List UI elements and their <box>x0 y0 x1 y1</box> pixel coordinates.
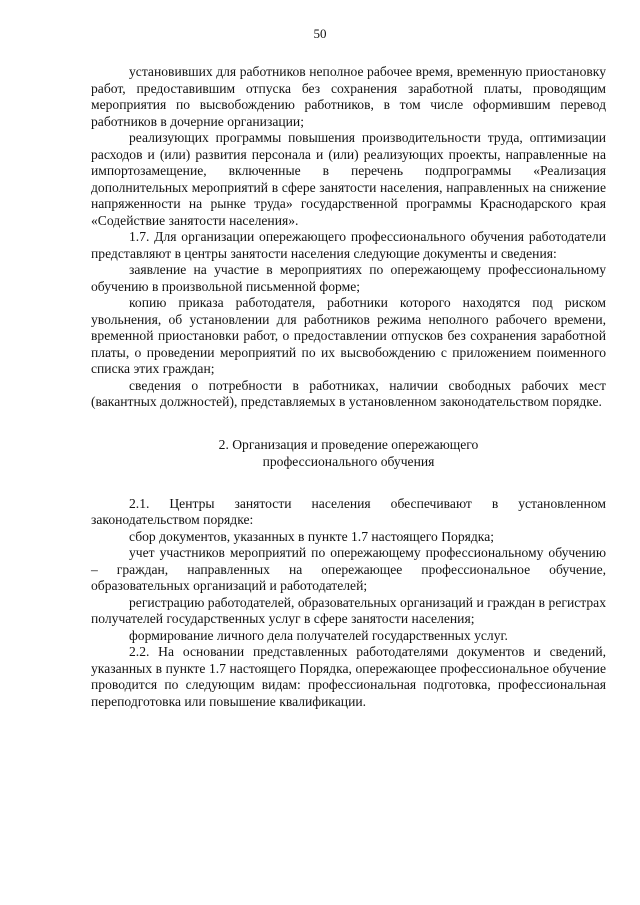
paragraph: установивших для работников неполное рабочее время, временную приостановку работ, предоставившим отпуска без сохранения заработной платы, проводящим мероприятия по высвобождению работников, в том числе оформившим перевод работников в дочерние организации; <box>91 64 606 129</box>
page-number: 50 <box>313 26 327 41</box>
paragraph: учет участников мероприятий по опережающему профессиональному обучению – граждан, направленных на опережающее профессиональное обучение, образовательных организаций и работодателей; <box>91 545 606 593</box>
section-heading-line-2: профессионального обучения <box>262 453 435 469</box>
paragraph: сведения о потребности в работниках, наличии свободных рабочих мест (вакантных должностей), представляемых в установленном законодательством порядке. <box>91 377 606 409</box>
section-heading-line-1: 2. Организация и проведение опережающего <box>218 436 479 452</box>
paragraph: реализующих программы повышения производительности труда, оптимизации расходов и (или) развития персонала и (или) реализующих проекты, направленные на импортозамещение, включенные в перечень подпрограммы «Реализация дополнительных мероприятий в сфере занятости населения, направленных на снижение напряженности на рынке труда» государственной программы Краснодарского края «Содействие занятости населения». <box>91 130 606 228</box>
paragraph: заявление на участие в мероприятиях по опережающему профессиональному обучению в произвольной письменной форме; <box>91 262 606 294</box>
paragraph: 2.2. На основании представленных работодателями документов и сведений, указанных в пункте 1.7 настоящего Порядка, опережающее профессиональное обучение проводится по следующим видам: профессиональная подготовка, профессиональная переподготовка или повышение квалификации. <box>91 644 606 709</box>
paragraph: копию приказа работодателя, работники которого находятся под риском увольнения, об установлении для работников режима неполного рабочего времени, временной приостановки работ, о предоставлении отпусков без сохранения заработной платы, о проведении мероприятий по их высвобождению с приложением поименного списка этих граждан; <box>91 295 606 376</box>
paragraph: регистрацию работодателей, образовательных организаций и граждан в регистрах получателей государственных услуг в сфере занятости населения; <box>91 594 606 626</box>
paragraph: 2.1. Центры занятости населения обеспечивают в установленном законодательством порядке: <box>91 495 606 527</box>
paragraph: формирование личного дела получателей государственных услуг. <box>129 627 508 643</box>
paragraph: 1.7. Для организации опережающего профессионального обучения работодатели представляют в центры занятости населения следующие документы и сведения: <box>91 229 606 261</box>
section-heading <box>91 436 606 470</box>
document-body <box>91 64 606 710</box>
paragraph: сбор документов, указанных в пункте 1.7 настоящего Порядка; <box>129 528 495 544</box>
